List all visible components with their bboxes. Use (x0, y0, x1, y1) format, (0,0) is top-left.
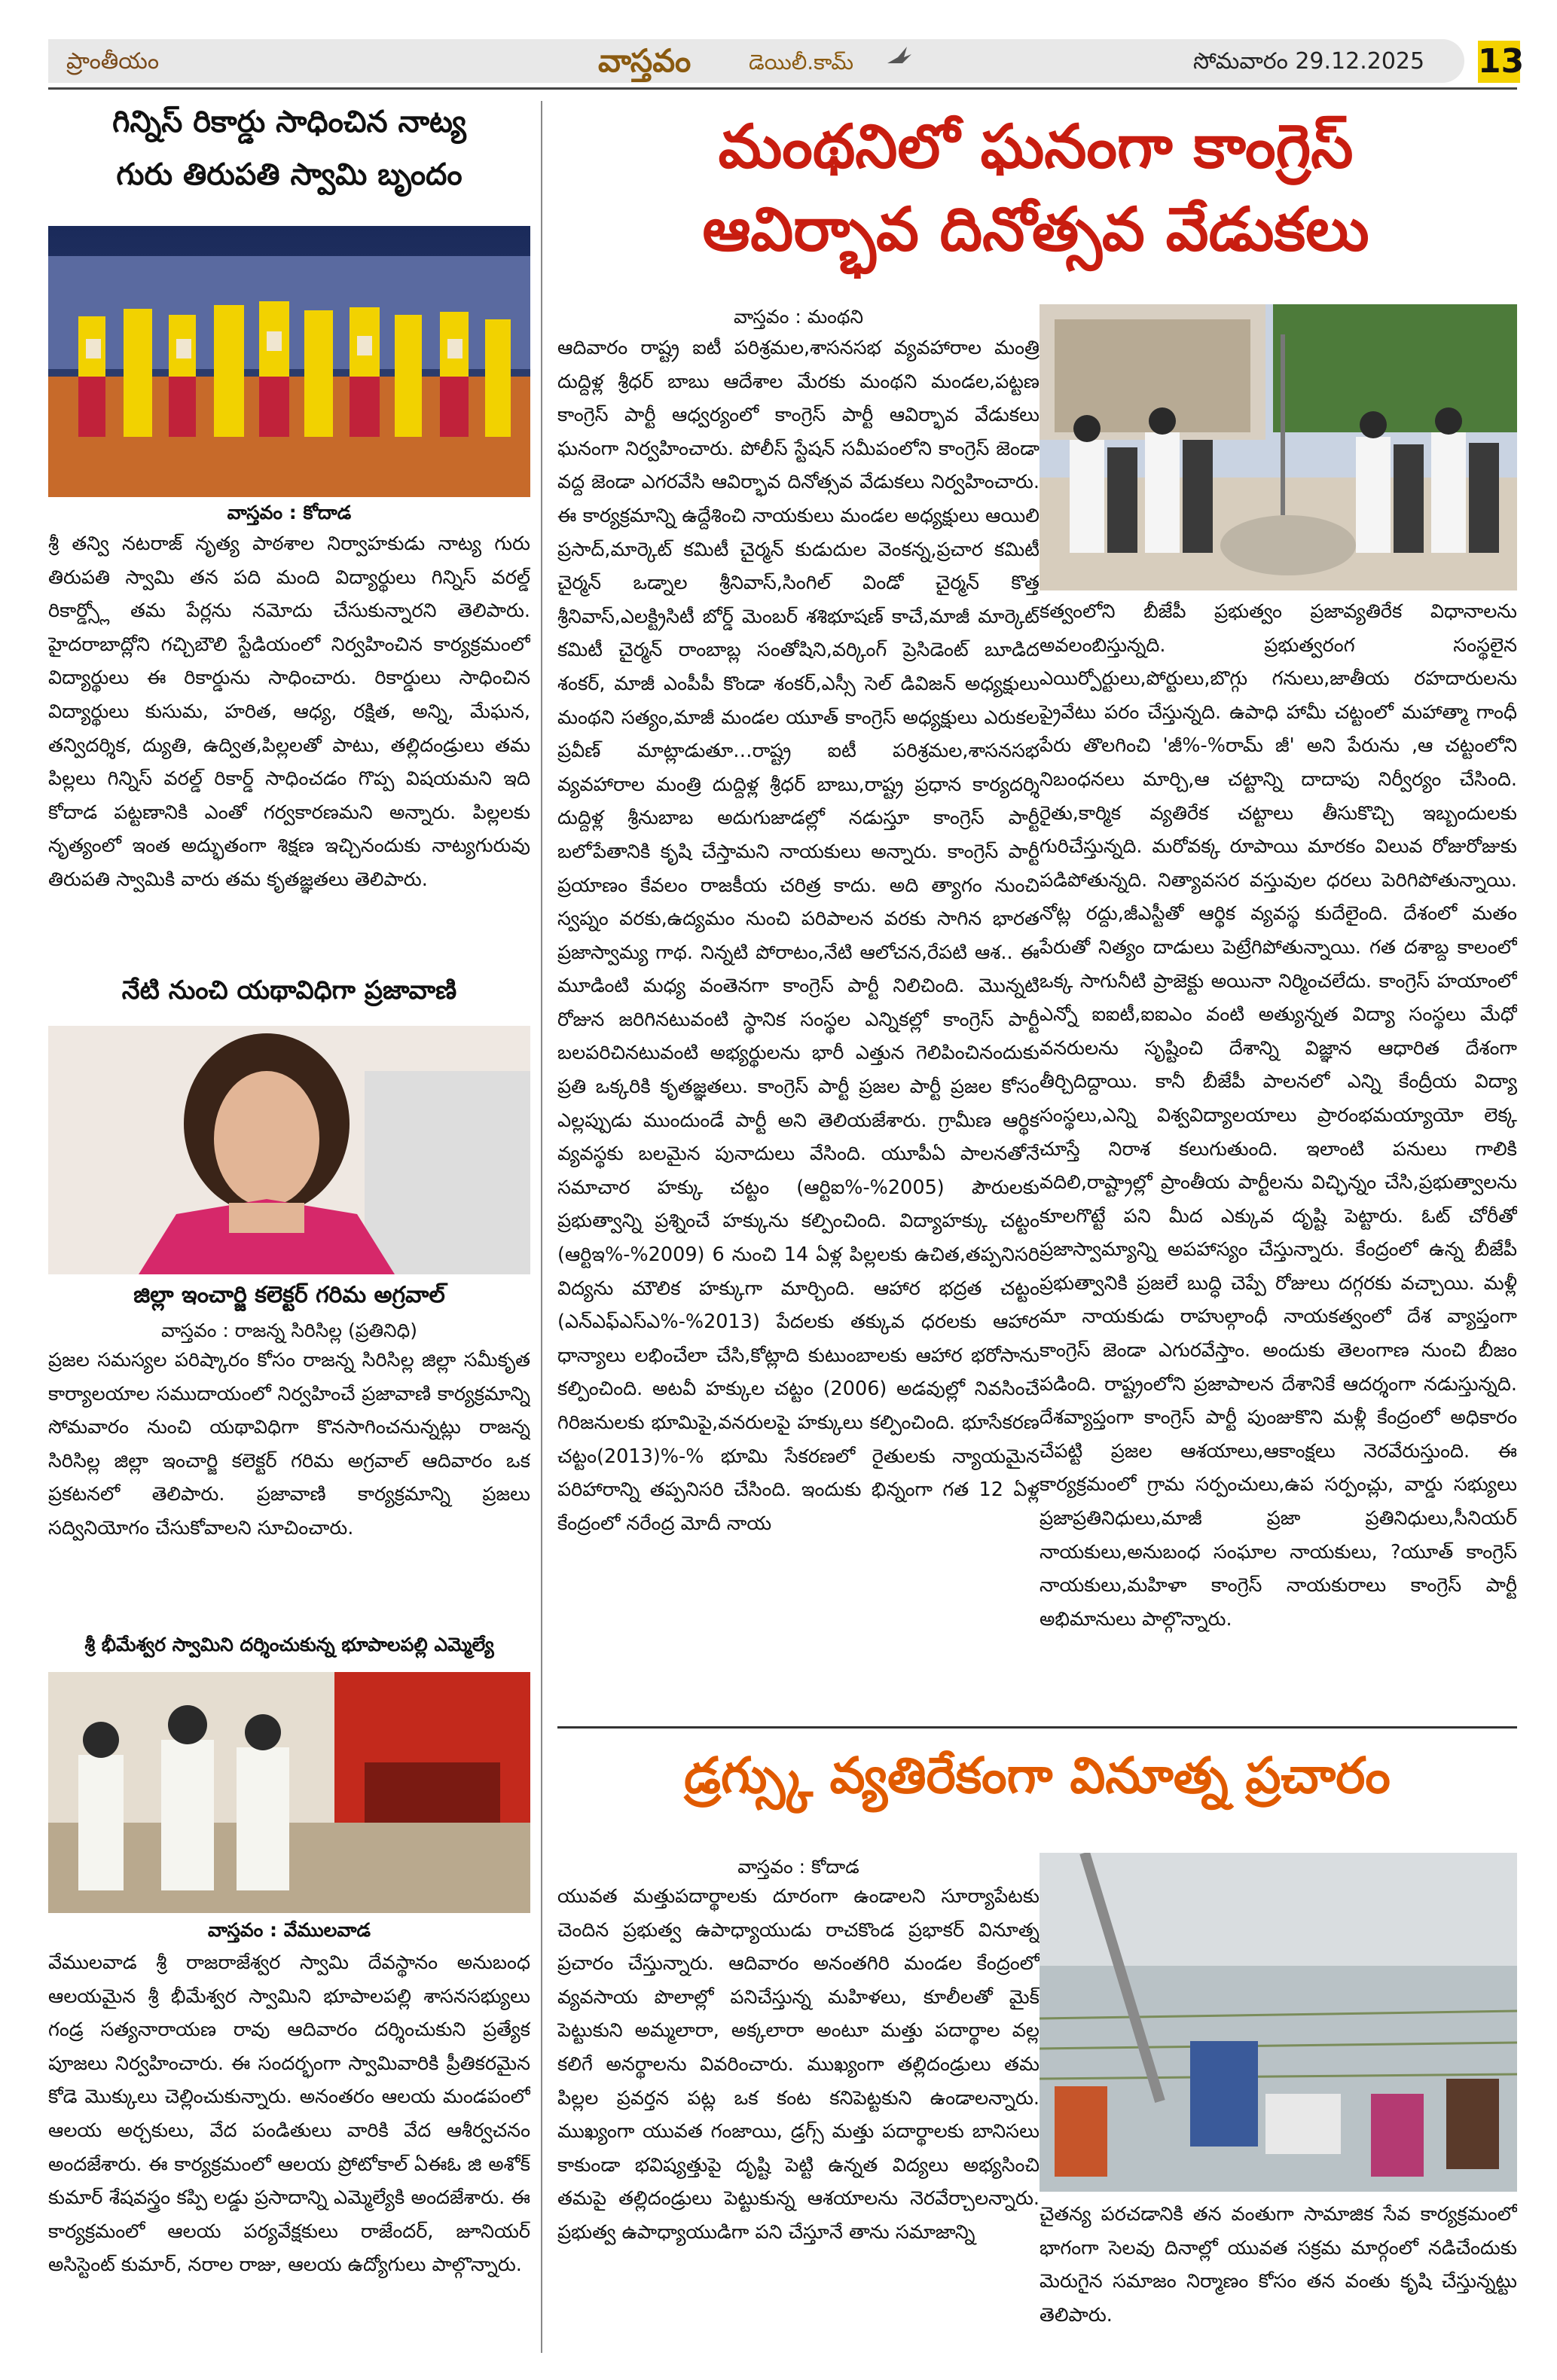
guinness-body: శ్రీ తన్వి నటరాజ్ నృత్య పాఠశాల నిర్వాహకుడు నాట్య గురు తిరుపతి స్వామి తన పది మంది విద్యార్థులు గిన్నిస్ వరల్డ్ రికార్డ్స్లో తమ పేర్లను నమోదు చేసుకున్నారని తెలిపారు. హైదరాబాద్లోని గచ్చిబౌలి స్టేడియంలో నిర్వహించిన కార్యక్రమంలో విద్యార్థులు ఈ రికార్డును సాధించారు. రికార్డులు సాధించిన విద్యార్థులు కుసుమ, హరిత, ఆధ్య, రక్షిత, అన్ని, మేఘన, తన్విదర్శిక, ద్యుతి, ఉద్విత,పిల్లలతో పాటు, తల్లిదండ్రులు తమ పిల్లలు గిన్నిస్ వరల్డ్ రికార్డ్ సాధించడం గొప్ప విషయమని ఇది కోదాడ పట్టణానికి ఎంతో గర్వకారణమని అన్నారు. పిల్లలకు నృత్యంలో ఇంత అద్భుతంగా శిక్షణ ఇచ్చినందుకు నాట్యగురువు తిరుపతి స్వామికి వారు తమ కృతజ్ఞతలు తెలిపారు. (48, 532, 530, 891)
flag-hoisting-photo (1040, 304, 1517, 590)
bheemeshwara-headline: శ్రీ భీమేశ్వర స్వామిని దర్శించుకున్న భూపాలపల్లి ఎమ్మెల్యే (84, 1634, 494, 1655)
congress-headline-line1: మంథనిలో ఘనంగా కాంగ్రెస్ (718, 111, 1354, 182)
bheemeshwara-dateline: వాస్తవం : వేములవాడ (207, 1919, 371, 1941)
column-divider (541, 101, 542, 2353)
dance-group-photo (48, 226, 530, 497)
drugs-dateline: వాస్తవం : కోదాడ (737, 1856, 859, 1878)
bheemeshwara-body: వేములవాడ శ్రీ రాజరాజేశ్వర స్వామి దేవస్థానం అనుబంధ ఆలయమైన శ్రీ భీమేశ్వర స్వామిని భూపాలపల్లి శాసనసభ్యులు గండ్ర సత్యనారాయణ రావు ఆదివారం దర్శించుకుని ప్రత్యేక పూజలు నిర్వహించారు. ఈ సందర్భంగా స్వామివారికి ప్రీతికరమైన కోడె మొక్కులు చెల్లించుకున్నారు. అనంతరం ఆలయ మండపంలో ఆలయ అర్చకులు, వేద పండితులు వారికి వేద ఆశీర్వచనం అందజేశారు. ఈ కార్యక్రమంలో ఆలయ ప్రోటోకాల్ ఏఈఓ జి అశోక్ కుమార్ శేషవస్త్రం కప్పి లడ్డు ప్రసాదాన్ని ఎమ్మెల్యేకి అందజేశారు. ఈ కార్యక్రమంలో ఆలయ పర్యవేక్షకులు రాజేందర్, జూనియర్ అసిస్టెంట్ కుమార్, నరాల రాజు, ఆలయ ఉద్యోగులు పాల్గొన్నారు. (48, 1951, 530, 2277)
header-rule (48, 87, 1517, 90)
brand-sub: డెయిలీ.కామ్ (749, 50, 854, 75)
drugs-headline: డ్రగ్స్కు వ్యతిరేకంగా వినూత్న ప్రచారం (684, 1747, 1391, 1805)
bird-logo-icon (884, 44, 914, 74)
masthead (48, 39, 1525, 83)
page-number: 13 (1478, 41, 1520, 83)
paddy-field-campaign-photo (1040, 1853, 1517, 2192)
prajavani-dateline: వాస్తవం : రాజన్న సిరిసిల్ల (ప్రతినిధి) (161, 1320, 417, 1341)
brand-name: వాస్తవం (598, 42, 691, 79)
drugs-body-col1: యువత మత్తుపదార్థాలకు దూరంగా ఉండాలని సూర్యాపేటకు చెందిన ప్రభుత్వ ఉపాధ్యాయుడు రాచకొండ ప్రభాకర్ వినూత్న ప్రచారం చేస్తున్నారు. ఆదివారం అనంతగిరి మండల కేంద్రంలో వ్యవసాయ పొలాల్లో పనిచేస్తున్న మహిళలు, కూలీలతో మైక్ పెట్టుకుని అమ్మలారా, అక్కలారా అంటూ మత్తు పదార్థాల వల్ల కలిగే అనర్థాలను వివరించారు. ముఖ్యంగా తల్లిదండ్రులు తమ పిల్లల ప్రవర్తన పట్ల ఒక కంట కనిపెట్టకుని ఉండాలన్నారు. ముఖ్యంగా యువత గంజాయి, డ్రగ్స్ మత్తు పదార్థాలకు బానిసలు కాకుండా భవిష్యత్తుపై దృష్టి పెట్టి ఉన్నత విద్యలు అభ్యసించి తమపై తల్లిదండ్రులు పెట్టుకున్న ఆశయాలను నెరవేర్చాలన్నారు. ప్రభుత్వ ఉపాధ్యాయుడిగా పని చేస్తూనే తాను సమాజాన్ని (557, 1885, 1040, 2244)
congress-dateline: వాస్తవం : మంథని (733, 306, 864, 328)
section-divider (557, 1726, 1517, 1729)
guinness-dateline: వాస్తవం : కోదాడ (227, 502, 352, 523)
collector-portrait-photo (48, 1026, 530, 1274)
drugs-body-col2: చైతన్య పరచడానికి తన వంతుగా సామాజిక సేవ కార్యక్రమంలో భాగంగా సెలవు దినాల్లో యువత సక్రమ మార్గంలో నడిచేందుకు మెరుగైన సమాజం నిర్మాణం కోసం తన వంతు కృషి చేస్తున్నట్టు తెలిపారు. (1040, 2203, 1517, 2327)
issue-date: సోమవారం 29.12.2025 (1193, 48, 1425, 75)
congress-body-col1: ఆదివారం రాష్ట్ర ఐటీ పరిశ్రమల,శాసనసభ వ్యవహారాల మంత్రి దుద్దిళ్ల శ్రీధర్ బాబు ఆదేశాల మేరకు మంథని మండల,పట్టణ కాంగ్రెస్ పార్టీ ఆధ్వర్యంలో కాంగ్రెస్ పార్టీ ఆవిర్భావ వేడుకలు ఘనంగా నిర్వహించారు. పోలీస్ స్టేషన్ సమీపంలోని కాంగ్రెస్ జెండా వద్ద జెండా ఎగరవేసి ఆవిర్భావ దినోత్సవ వేడుకలు నిర్వహించారు. ఈ కార్యక్రమాన్ని ఉద్దేశించి నాయకులు మండల అధ్యక్షులు ఆయిలి ప్రసాద్,మార్కెట్ కమిటీ చైర్మన్ కుడుదుల వెంకన్న,ప్రచార కమిటీ చైర్మన్ ఒడ్నాల శ్రీనివాస్,సింగిల్ విండో చైర్మన్ కొత్త శ్రీనివాస్,ఎలక్ట్రిసిటీ బోర్డ్ మెంబర్ శశిభూషణ్ కాచే,మాజీ మార్కెట్ కమిటీ చైర్మన్ రాంబాబ్ల సంతోషిని,వర్కింగ్ ప్రెసిడెంట్ బూడిద శంకర్, మాజీ ఎంపీపీ కొండా శంకర్,ఎస్సీ సెల్ డివిజన్ అధ్యక్షులు మంథని సత్యం,మాజీ మండల యూత్ కాంగ్రెస్ అధ్యక్షులు ఎరుకల ప్రవీణ్ మాట్లాడుతూ…రాష్ట్ర ఐటీ పరిశ్రమల,శాసనసభ వ్యవహారాల మంత్రి దుద్దిళ్ల శ్రీధర్ బాబు,రాష్ట్ర ప్రధాన కార్యదర్శి దుద్దిళ్ల శ్రీనుబాబ అదుగుజాడల్లో నడుస్తూ కాంగ్రెస్ పార్టీ బలోపేతానికి కృషి చేస్తామని నాయకులు అన్నారు. కాంగ్రెస్ పార్టీ ప్రయాణం కేవలం రాజకీయ చరిత్ర కాదు. అది త్యాగం నుంచి స్వప్నం వరకు,ఉద్యమం నుంచి పరిపాలన వరకు సాగిన భారత ప్రజాస్వామ్య గాథ. నిన్నటి పోరాటం,నేటి ఆలోచన,రేపటి ఆశ.. ఈ మూడింటి మధ్య వంతెనగా కాంగ్రెస్ పార్టీ నిలిచింది. మొన్నటి రోజున జరిగినటువంటి స్థానిక సంస్థల ఎన్నికల్లో కాంగ్రెస్ పార్టీ బలపరిచినటువంటి అభ్యర్థులను భారీ ఎత్తున గెలిపించినందుకు ప్రతి ఒక్కరికి కృతజ్ఞతలు. కాంగ్రెస్ పార్టీ ప్రజల పార్టీ ప్రజల కోసం ఎల్లప్పుడు ముందుండే పార్టీ అని తెలియజేశారు. గ్రామీణ ఆర్థిక వ్యవస్థకు బలమైన పునాదులు వేసింది. యూపీఏ పాలనతోనే సమాచార హక్కు చట్టం (ఆర్టిఐ%-%2005) పౌరులకు ప్రభుత్వాన్ని ప్రశ్నించే హక్కును కల్పించింది. విద్యాహక్కు చట్టం (ఆర్టిఇ%-%2009) 6 నుంచి 14 ఏళ్ల పిల్లలకు ఉచిత,తప్పనిసరి విద్యను మౌలిక హక్కుగా మార్చింది. ఆహార భద్రత చట్టం (ఎన్ఎఫ్ఎస్ఎ%-%2013) పేదలకు తక్కువ ధరలకు ఆహార ధాన్యాలు లభించేలా చేసి,కోట్లాది కుటుంబాలకు ఆహార భరోసాను కల్పించింది. అటవీ హక్కుల చట్టం (2006) అడవుల్లో నివసించే గిరిజనులకు భూమిపై,వనరులపై హక్కులు కల్పించింది. భూసేకరణ చట్టం(2013)%-% భూమి సేకరణలో రైతులకు న్యాయమైన పరిహారాన్ని తప్పనిసరి చేసింది. ఇందుకు భిన్నంగా గత 12 ఏళ్ల కేంద్రంలో నరేంద్ర మోదీ నాయ (557, 337, 1040, 1535)
congress-headline (557, 105, 1514, 271)
section-label: ప్రాంతీయం (66, 48, 160, 75)
temple-visit-photo (48, 1672, 530, 1913)
prajavani-headline: నేటి నుంచి యథావిధిగా ప్రజావాణి (121, 975, 457, 1005)
guinness-headline-line1: గిన్నిస్ రికార్డు సాధించిన నాట్య (112, 105, 466, 139)
guinness-headline (48, 101, 530, 196)
congress-headline-line2: ఆవిర్భావ దినోత్సవ వేడుకలు (702, 194, 1369, 264)
collector-caption: జిల్లా ఇంచార్జి కలెక్టర్ గరిమ అగ్రవాల్ (133, 1282, 445, 1308)
guinness-headline-line2: గురు తిరుపతి స్వామి బృందం (116, 157, 463, 192)
prajavani-body: ప్రజల సమస్యల పరిష్కారం కోసం రాజన్న సిరిసిల్ల జిల్లా సమీకృత కార్యాలయాల సముదాయంలో నిర్వహించే ప్రజావాణి కార్యక్రమాన్ని సోమవారం నుంచి యథావిధిగా కొనసాగించనున్నట్లు రాజన్న సిరిసిల్ల జిల్లా ఇంచార్జి కలెక్టర్ గరిమ అగ్రవాల్ ఆదివారం ఒక ప్రకటనలో తెలిపారు. ప్రజావాణి కార్యక్రమాన్ని ప్రజలు సద్వినియోగం చేసుకోవాలని సూచించారు. (48, 1349, 530, 1539)
congress-body-col2: కత్వంలోని బీజేపీ ప్రభుత్వం ప్రజావ్యతిరేక విధానాలను అవలంబిస్తున్నది. ప్రభుత్వరంగ సంస్థలైన ఎయిర్పోర్టులు,పోర్టులు,బొగ్గు గనులు,జాతీయ రహదారులను ప్రైవేటు పరం చేస్తున్నది. ఉపాధి హామీ చట్టంలో మహాత్మా గాంధీ పేరు తొలగించి 'జీ%-%రామ్ జీ' అని పేరును ,ఆ చట్టంలోని నిబంధనలు మార్చి,ఆ చట్టాన్ని దాదాపు నిర్వీర్యం చేసింది. రైతు,కార్మిక వ్యతిరేక చట్టాలు తీసుకొచ్చి ఇబ్బందులకు గురిచేస్తున్నది. మరోవక్క రూపాయి మారకం విలువ రోజురోజుకు పడిపోతున్నది. నిత్యావసర వస్తువుల ధరలు పెరిగిపోతున్నాయి. నోట్ల రద్దు,జీఎస్టీతో ఆర్థిక వ్యవస్థ కుదేలైంది. దేశంలో మతం పేరుతో నిత్యం దాడులు పెట్రేగిపోతున్నాయి. గత దశాబ్ద కాలంలో ఒక్క సాగునీటి ప్రాజెక్టు అయినా నిర్మించలేదు. కాంగ్రెస్ హయాంలో ఎన్నో ఐఐటీ,ఐఐఎం వంటి అత్యున్నత విద్యా సంస్థలు మేధో వనరులను సృష్టించి దేశాన్ని విజ్ఞాన ఆధారిత దేశంగా తీర్చిదిద్దాయి. కానీ బీజేపీ పాలనలో ఎన్ని కేంద్రీయ విద్యా సంస్థలు,ఎన్ని విశ్వవిద్యాలయాలు ప్రారంభమయ్యాయో లెక్క చూస్తే నిరాశ కలుగుతుంది. ఇలాంటి పనులు గాలికి వదిలి,రాష్ట్రాల్లో ప్రాంతీయ పార్టీలను విచ్ఛిన్నం చేసి,ప్రభుత్వాలను కూలగొట్టే పని మీద ఎక్కువ దృష్టి పెట్టారు. ఓట్ చోరీతో ప్రజాస్వామ్యాన్ని అపహాస్యం చేస్తున్నారు. కేంద్రంలో ఉన్న బీజేపీ ప్రభుత్వానికి ప్రజలే బుద్ధి చెప్పే రోజులు దగ్గరకు వచ్చాయి. మళ్లీ మా నాయకుడు రాహుల్గాంధీ నాయకత్వంలో దేశ వ్యాప్తంగా కాంగ్రెస్ జెండా ఎగురవేస్తాం. అందుకు తెలంగాణ నుంచి బీజం పడింది. రాష్ట్రంలోని ప్రజాపాలన దేశానికే ఆదర్శంగా నడుస్తున్నది. దేశవ్యాప్తంగా కాంగ్రెస్ పార్టీ పుంజుకొని మళ్లీ కేంద్రంలో అధికారం చేపట్టి ప్రజల ఆశయాలు,ఆకాంక్షలు నెరవేరుస్తుంది. ఈ కార్యక్రమంలో గ్రామ సర్పంచులు,ఉప సర్పంచ్లు, వార్డు సభ్యులు ప్రజాప్రతినిధులు,మాజీ ప్రజా ప్రతినిధులు,సీనియర్ నాయకులు,అనుబంధ సంఘాల నాయకులు, ?యూత్ కాంగ్రెస్ నాయకులు,మహిళా కాంగ్రెస్ నాయకురాలు కాంగ్రెస్ పార్టీ అభిమానులు పాల్గొన్నారు. (1040, 600, 1517, 1631)
